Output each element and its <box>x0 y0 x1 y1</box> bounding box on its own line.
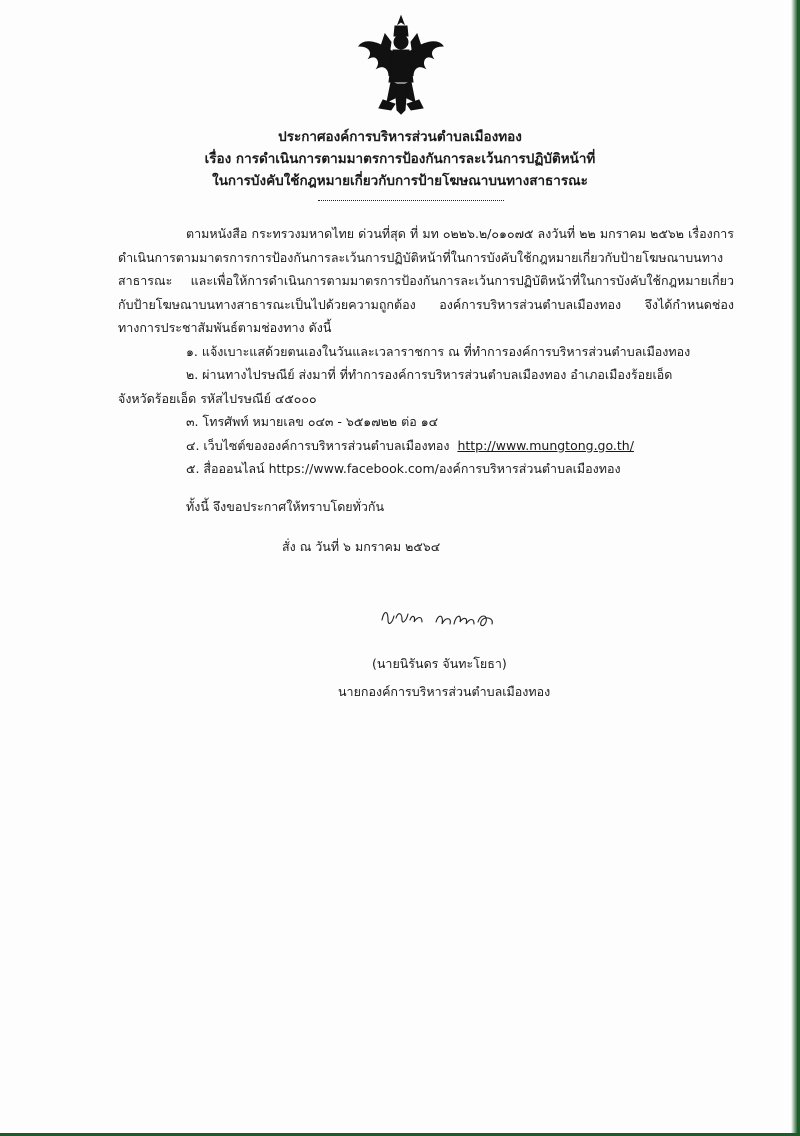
signer-title: นายกองค์การบริหารส่วนตำบลเมืองทอง <box>338 684 551 699</box>
channel-item-1: ๑. แจ้งเบาะแสด้วยตนเองในวันและเวลาราชการ ณ ที่ทำการองค์การบริหารส่วนตำบลเมืองทอง <box>186 343 691 359</box>
channel-item-3: ๓. โทรศัพท์ หมายเลข ๐๔๓ - ๖๕๑๗๒๒ ต่อ ๑๔ <box>186 414 439 429</box>
announcement-header <box>150 126 650 192</box>
channel-item-4 <box>118 434 734 458</box>
closing-statement: ทั้งนี้ จึงขอประกาศให้ทราบโดยทั่วกัน <box>186 499 385 514</box>
announcement-body <box>118 222 734 481</box>
body-paragraph: ตามหนังสือ กระทรวงมหาดไทย ด่วนที่สุด ที่ มท ๐๒๒๖.๒/๐๑๐๗๕ ลงวันที่ ๒๒ มกราคม ๒๕๖๒ เรื่องการดำเนินการตามมาตรการการป้องกันการละเว้นการปฏิบัติหน้าที่ในการบังคับใช้กฎหมายเกี่ยวกับป้ายโฆษณาบนทางสาธารณะ และเพื่อให้การดำเนินการตามมาตรการป้องกันการละเว้นการปฏิบัติหน้าที่ในการบังคับใช้กฎหมายเกี่ยวกับป้ายโฆษณาบนทางสาธารณะเป็นไปด้วยความถูกต้อง องค์การบริหารส่วนตำบลเมืองทอง จึงได้กำหนดช่องทางการประชาสัมพันธ์ตามช่องทาง ดังนี้ <box>118 226 734 335</box>
channel-item-5: ๕. สื่อออนไลน์ https://www.facebook.com/องค์การบริหารส่วนตำบลเมืองทอง <box>186 461 621 476</box>
channel-item-2: ๒. ผ่านทางไปรษณีย์ ส่งมาที่ ที่ทำการองค์การบริหารส่วนตำบลเมืองทอง อำเภอเมืองร้อยเอ็ด <box>186 367 673 382</box>
channel-item-2-cont: จังหวัดร้อยเอ็ด รหัสไปรษณีย์ ๔๕๐๐๐ <box>118 390 317 406</box>
announcement-issuer: ประกาศองค์การบริหารส่วนตำบลเมืองทอง <box>278 129 522 145</box>
garuda-emblem-icon <box>355 12 447 116</box>
channel-item-4-label: ๔. เว็บไซต์ขององค์การบริหารส่วนตำบลเมืองทอง <box>186 437 450 453</box>
announcement-subject: เรื่อง การดำเนินการตามมาตรการป้องกันการละเว้นการปฏิบัติหน้าที่ <box>204 151 596 167</box>
signer-name: (นายนิรันดร จันทะโยธา) <box>372 656 507 671</box>
website-link[interactable]: http://www.mungtong.go.th/ <box>457 437 634 453</box>
announcement-subject-cont: ในการบังคับใช้กฎหมายเกี่ยวกับการป้ายโฆษณาบนทางสาธารณะ <box>212 173 588 189</box>
handwritten-signature <box>378 602 508 634</box>
issue-date: สั่ง ณ วันที่ ๖ มกราคม ๒๕๖๔ <box>282 539 441 554</box>
dotted-divider <box>318 200 504 201</box>
